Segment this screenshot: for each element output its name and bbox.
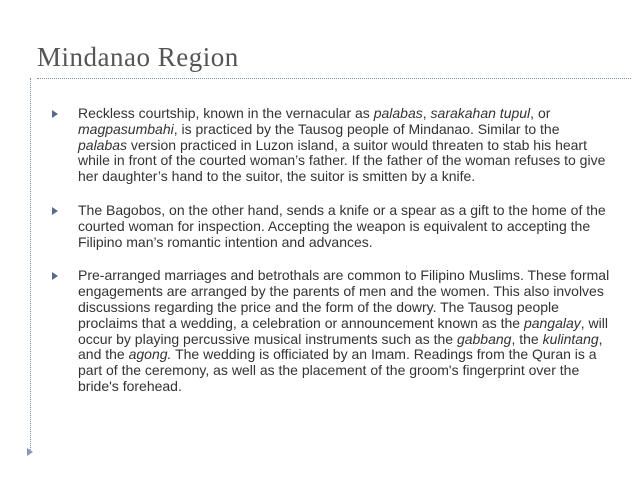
- bullet-text: [78, 202, 606, 250]
- italic-term: kulintang: [542, 330, 599, 347]
- text-run: The Bagobos, on the other hand, sends a knife or a spear as a gift to the home of the courted woman for inspection. Accepting the weapon is equivalent to accepting the Filipino man’s romantic intention and advances.: [78, 201, 606, 250]
- italic-term: magpasumbahi: [78, 120, 174, 137]
- text-run: The wedding is officiated by an Imam. Readings from the Quran is a part of the ceremony, as well as the placement of the groom's fingerprint over the bride's forehead.: [78, 346, 597, 394]
- bullet-item: [52, 268, 612, 394]
- text-run: , will occur by playing percussive musical instruments such as the: [78, 314, 608, 347]
- bullet-arrow-icon: [52, 110, 58, 118]
- bullet-arrow-icon: [52, 207, 58, 215]
- text-run: , the: [511, 330, 543, 347]
- text-run: , is practiced by the Tausog people of Mindanao. Similar to the: [173, 120, 560, 137]
- italic-term: sarakahan tupul: [430, 105, 531, 121]
- title-divider: [37, 78, 631, 79]
- left-border: [30, 78, 31, 450]
- text-run: , or: [530, 105, 551, 121]
- text-run: , and the: [78, 330, 603, 363]
- italic-term: agong.: [128, 346, 172, 363]
- bullet-text: [78, 105, 605, 184]
- slide-title: Mindanao Region: [37, 42, 239, 72]
- text-run: Pre-arranged marriages and betrothals are common to Filipino Muslims. These formal engagements are arranged by the parents of men and the women. This also involves discussions regarding the price and the form of the dowry. The Tausog people proclaims that a wedding, a celebration or announcement known as the: [78, 267, 610, 331]
- italic-term: palabas: [78, 136, 128, 153]
- corner-arrow-icon: [27, 448, 33, 456]
- bullet-item: [52, 106, 612, 185]
- italic-term: pangalay: [523, 314, 581, 331]
- bullet-text: [78, 267, 609, 394]
- bullet-arrow-icon: [52, 272, 58, 280]
- text-run: version practiced in Luzon island, a suitor would threaten to stab his heart while in front of the courted woman’s father. If the father of the woman refuses to give her daughter’s hand to the suitor, the suitor is smitten by a knife.: [78, 136, 606, 185]
- text-run: ,: [422, 105, 431, 121]
- italic-term: palabas: [373, 105, 423, 121]
- bullet-list: [52, 106, 612, 395]
- bullet-item: [52, 203, 612, 250]
- italic-term: gabbang: [456, 330, 512, 347]
- text-run: Reckless courtship, known in the vernacular as: [78, 105, 374, 121]
